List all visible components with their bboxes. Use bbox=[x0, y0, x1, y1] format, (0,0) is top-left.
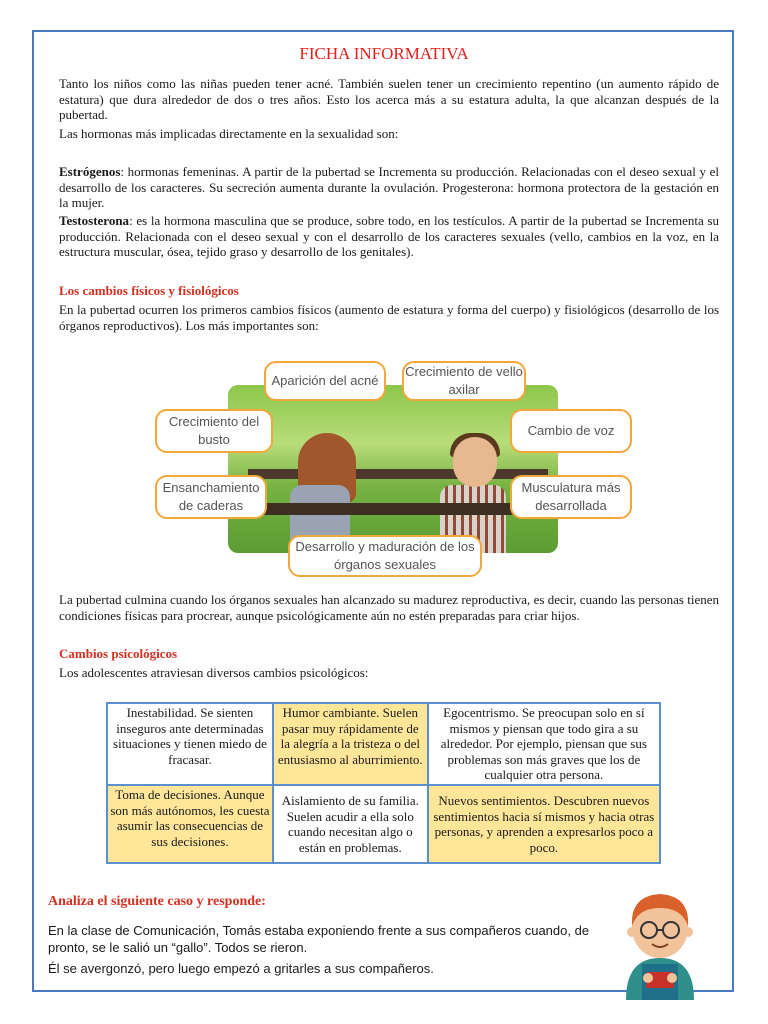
table-cell: Egocentrismo. Se preocupan solo en sí mismos y piensan que todo gira a su alrededor. Por ejemplo, piensan que sus problemas son más graves que los de cualquier otra persona. bbox=[428, 703, 660, 785]
puberty-illustration bbox=[150, 357, 636, 581]
boy-figure bbox=[453, 437, 497, 487]
table-cell: Inestabilidad. Se sienten inseguros ante determinadas situaciones y tienen miedo de fracasar. bbox=[107, 703, 273, 785]
label-caderas: Ensanchamiento de caderas bbox=[155, 475, 267, 519]
case-heading: Analiza el siguiente caso y responde: bbox=[48, 894, 266, 909]
physical-changes-text: En la pubertad ocurren los primeros cambios físicos (aumento de estatura y forma del cuerpo) y fisiológicos (desarrollo de los órganos reproductivos). Los más importantes son: bbox=[59, 302, 719, 333]
label-vello: Crecimiento de vello axilar bbox=[402, 361, 526, 401]
case-paragraph-2: Él se avergonzó, pero luego empezó a gritarles a sus compañeros. bbox=[48, 961, 434, 976]
table-row bbox=[107, 785, 660, 863]
label-busto: Crecimiento del busto bbox=[155, 409, 273, 453]
section-heading-psychological: Cambios psicológicos bbox=[59, 646, 178, 661]
page-title: FICHA INFORMATIVA bbox=[299, 44, 469, 63]
estrogenos-term: Estrógenos bbox=[59, 164, 121, 179]
intro-paragraph: Tanto los niños como las niñas pueden tener acné. También suelen tener un crecimiento repentino (un aumento rápido de estatura) que dura alrededor de dos o tres años. Esto los acerca más a su estatura adulta, la que alcanzan después de la pubertad. bbox=[59, 76, 719, 122]
hormones-intro: Las hormonas más implicadas directamente en la sexualidad son: bbox=[59, 126, 399, 141]
case-paragraph-1: En la clase de Comunicación, Tomás estaba exponiendo frente a sus compañeros cuando, de pronto, se le salió un “gallo”. Todos se rieron. bbox=[48, 923, 590, 955]
estrogenos-paragraph bbox=[59, 164, 719, 211]
label-acne: Aparición del acné bbox=[264, 361, 386, 401]
psychological-changes-table bbox=[106, 702, 661, 864]
table-cell-highlighted: Toma de decisiones. Aunque son más autónomos, les cuesta asumir las consecuencias de sus decisiones. bbox=[107, 785, 273, 863]
table-cell: Aislamiento de su familia. Suelen acudir a ella solo cuando necesitan algo o están en problemas. bbox=[273, 785, 428, 863]
testosterona-text: : es la hormona masculina que se produce, sobre todo, en los testículos. A partir de la pubertad se Incrementa su producción. Relacionada con el deseo sexual y con el desarrollo de los caracteres sexuales (vello, cambios en la voz, en la estructura muscular, ósea, tejido graso y desarrollo de los genitales). bbox=[59, 213, 719, 259]
bench-seat bbox=[248, 503, 548, 515]
label-organos: Desarrollo y maduración de los órganos sexuales bbox=[288, 535, 482, 577]
label-voz: Cambio de voz bbox=[510, 409, 632, 453]
bench-back bbox=[248, 469, 548, 479]
boy-reading-icon bbox=[612, 888, 708, 1000]
testosterona-paragraph bbox=[59, 213, 719, 260]
label-musculatura: Musculatura más desarrollada bbox=[510, 475, 632, 519]
section-heading-physical: Los cambios físicos y fisiológicos bbox=[59, 283, 239, 298]
estrogenos-text: : hormonas femeninas. A partir de la pubertad se Incrementa su producción. Relacionadas con el deseo sexual y el desarrollo de los caracteres. Su secreción aumenta durante la ovulación. Progesterona: hormona protectora de la gestación en la mujer. bbox=[59, 164, 719, 210]
testosterona-term: Testosterona bbox=[59, 213, 130, 228]
park-photo bbox=[228, 385, 558, 553]
psychological-intro: Los adolescentes atraviesan diversos cambios psicológicos: bbox=[59, 665, 369, 680]
table-row bbox=[107, 703, 660, 785]
table-cell-highlighted: Humor cambiante. Suelen pasar muy rápidamente de la alegría a la tristeza o del entusiasmo al aburrimiento. bbox=[273, 703, 428, 785]
table-cell-highlighted: Nuevos sentimientos. Descubren nuevos sentimientos hacia sí mismos y hacia otras personas, y aprenden a expresarlos poco a poco. bbox=[428, 785, 660, 863]
closing-paragraph: La pubertad culmina cuando los órganos sexuales han alcanzado su madurez reproductiva, es decir, cuando las personas tienen condiciones físicas para procrear, aunque psicológicamente aún no estén preparadas para criar hijos. bbox=[59, 592, 719, 623]
